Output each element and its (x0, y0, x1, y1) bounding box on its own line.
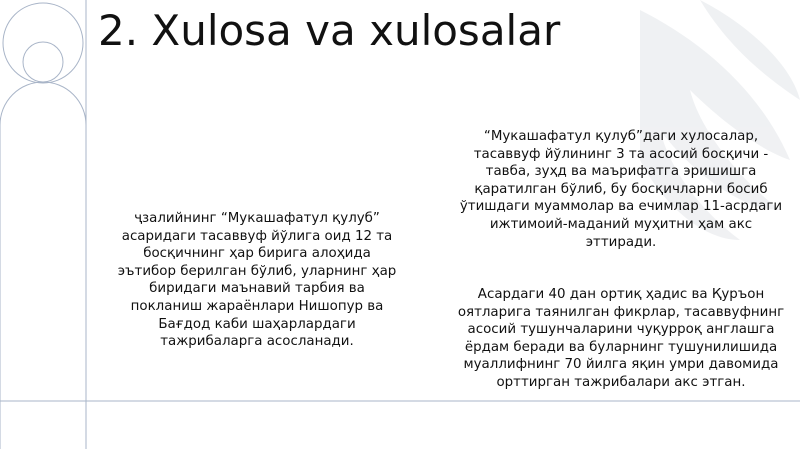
right-paragraph-conclusions: “Мукашафатул қулуб”даги хулосалар, тасаввуф йўлининг 3 та асосий босқичи - тавба, зуҳд ва маърифатга эришишга қаратилган бўлиб, бу босқичларни босиб ўтишдаги муаммолар ва ечимлар 11-асрдаги ижтимоий-маданий муҳитни ҳам акс эттиради. (459, 129, 783, 250)
right-paragraph-hadith: Асардаги 40 дан ортиқ ҳадис ва Қуръон оятларига таянилган фикрлар, тасаввуфнинг асосий тушунчаларини чуқурроқ англашга ёрдам беради ва буларнинг тушунилишида муаллифнинг 70 йилга яқин умри давомида орттирган тажрибалари акс этган. (457, 287, 785, 390)
large-circle-icon (3, 3, 83, 83)
left-paragraph: ҷзалийнинг “Мукашафатул қулуб” асаридаги тасаввуф йўлига оид 12 та босқичнинг ҳар бирига алоҳида эътибор берилган бўлиб, уларнинг ҳар биридаги маънавий тарбия ва покланиш жараёнлари Нишопур ва Бағдод каби шаҳарлардаги тажрибаларга асосланади. (117, 211, 397, 350)
small-circle-icon (23, 42, 63, 82)
arch-shape (0, 82, 86, 449)
slide-title: 2. Xulosa va xulosalar (98, 6, 561, 55)
